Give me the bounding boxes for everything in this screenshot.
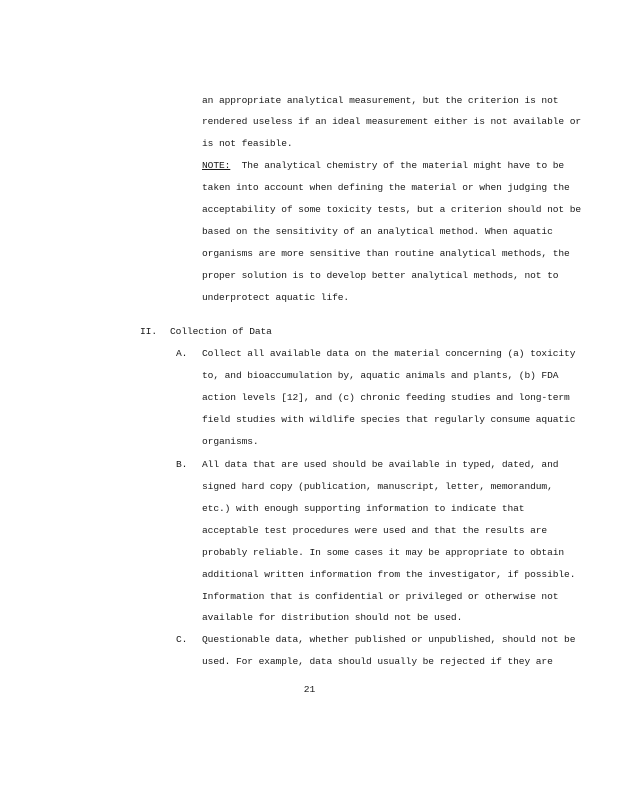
note-line: based on the sensitivity of an analytical method. When aquatic xyxy=(202,226,553,237)
note-line: proper solution is to develop better analytical methods, not to xyxy=(202,270,559,281)
item-b-line: etc.) with enough supporting information to indicate that xyxy=(202,503,525,514)
item-b-line: available for distribution should not be used. xyxy=(202,612,463,623)
intro-line: an appropriate analytical measurement, but the criterion is not xyxy=(202,95,559,106)
item-c-line: used. For example, data should usually be rejected if they are xyxy=(202,656,553,667)
item-marker-b: B. xyxy=(176,459,188,470)
note-line: acceptability of some toxicity tests, but a criterion should not be xyxy=(202,204,582,215)
intro-line: is not feasible. xyxy=(202,138,293,149)
page-number: 21 xyxy=(303,684,316,695)
item-marker-c: C. xyxy=(176,634,188,645)
item-b-line: additional written information from the investigator, if possible. xyxy=(202,569,576,580)
item-a-line: Collect all available data on the material concerning (a) toxicity xyxy=(202,348,576,359)
item-a-line: organisms. xyxy=(202,436,259,447)
item-b-line: Information that is confidential or privileged or otherwise not xyxy=(202,591,559,602)
note-line: organisms are more sensitive than routine analytical methods, the xyxy=(202,248,570,259)
note-text: The analytical chemistry of the material might have to be xyxy=(241,160,565,171)
item-a-line: action levels [12], and (c) chronic feeding studies and long-term xyxy=(202,392,570,403)
item-c-line: Questionable data, whether published or unpublished, should not be xyxy=(202,634,576,645)
section-title: Collection of Data xyxy=(170,326,272,337)
intro-line: rendered useless if an ideal measurement either is not available or xyxy=(202,116,582,127)
section-number: II. xyxy=(140,326,157,337)
item-marker-a: A. xyxy=(176,348,188,359)
item-b-line: probably reliable. In some cases it may be appropriate to obtain xyxy=(202,547,565,558)
item-b-line: All data that are used should be available in typed, dated, and xyxy=(202,459,559,470)
note-line: taken into account when defining the material or when judging the xyxy=(202,182,570,193)
note-label: NOTE: xyxy=(202,160,231,171)
item-b-line: acceptable test procedures were used and that the results are xyxy=(202,525,548,536)
item-a-line: field studies with wildlife species that regularly consume aquatic xyxy=(202,414,576,425)
note-line: underprotect aquatic life. xyxy=(202,292,350,303)
item-a-line: to, and bioaccumulation by, aquatic animals and plants, (b) FDA xyxy=(202,370,559,381)
note-first-line xyxy=(202,160,564,172)
item-b-line: signed hard copy (publication, manuscript, letter, memorandum, xyxy=(202,481,553,492)
